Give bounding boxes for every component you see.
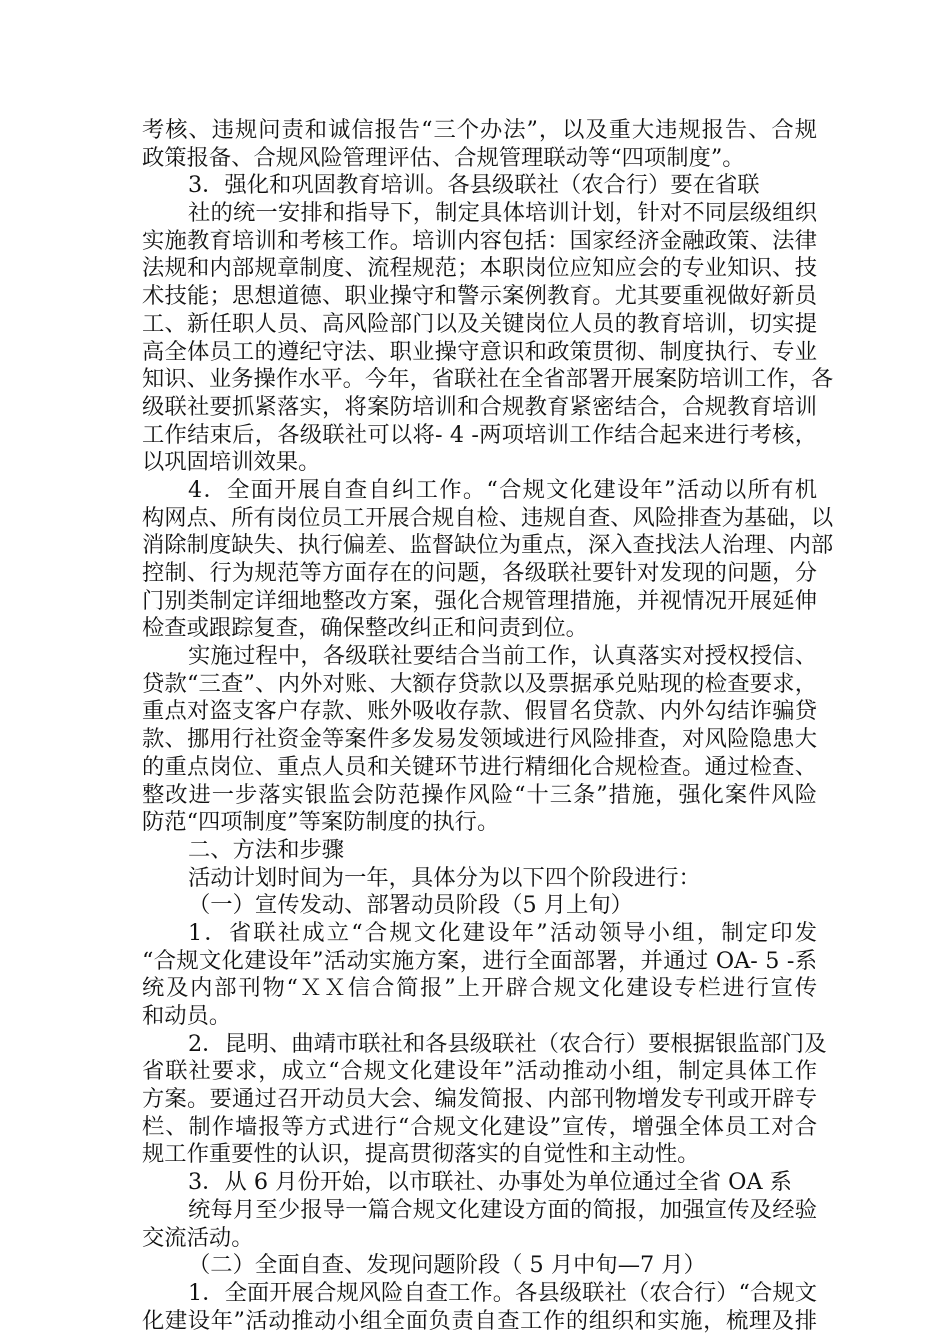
text-line: 构网点、所有岗位员工开展合规自检、违规自查、风险排查为基础，以 [142,504,834,531]
text-line: 3．从 6 月份开始，以市联社、办事处为单位通过全省 OA 系 [188,1169,792,1196]
text-line: 工作结束后，各级联社可以将- 4 -两项培训工作结合起来进行考核， [142,421,817,448]
text-line: 统及内部刊物“ＸＸ信合简报”上开辟合规文化建设专栏进行宣传 [142,975,817,1002]
text-line: “合规文化建设年”活动实施方案，进行全面部署，并通过 OA- 5 -系 [142,947,817,974]
text-line: 实施过程中，各级联社要结合当前工作，认真落实对授权授信、 [188,643,817,670]
text-line: 检查或跟踪复查，确保整改纠正和问责到位。 [142,615,588,642]
text-line: 实施教育培训和考核工作。培训内容包括：国家经济金融政策、法律 [142,227,817,254]
text-line: 交流活动。 [142,1224,254,1251]
text-line: 控制、行为规范等方面存在的问题，各级联社要针对发现的问题，分 [142,560,817,586]
text-line: 重点对盗支客户存款、账外吸收存款、假冒名贷款、内外勾结诈骗贷 [142,698,817,725]
text-line: 术技能；思想道德、职业操守和警示案例教育。尤其要重视做好新员 [142,283,817,310]
text-line: 工、新任职人员、高风险部门以及关键岗位人员的教育培训，切实提 [142,310,817,337]
text-line: 省联社要求，成立“合规文化建设年”活动推动小组，制定具体工作 [142,1058,817,1085]
text-line: 款、挪用行社资金等案件多发易发领域进行风险排查，对风险隐患大 [142,726,817,753]
text-line: 统每月至少报导一篇合规文化建设方面的简报，加强宣传及经验 [188,1196,817,1223]
text-line: 消除制度缺失、执行偏差、监督缺位为重点，深入查找法人治理、内部 [142,532,834,559]
text-line: 规工作重要性的认识，提高贯彻落实的自觉性和主动性。 [142,1141,700,1168]
section-heading: 二、方法和步骤 [188,836,345,863]
text-line: 活动计划时间为一年，具体分为以下四个阶段进行： [188,864,701,891]
text-line: 1．省联社成立“合规文化建设年”活动领导小组，制定印发 [188,919,817,946]
text-line: 和动员。 [142,1003,232,1029]
text-line: 考核、违规问责和诚信报告“三个办法”，以及重大违规报告、合规 [142,117,817,143]
text-line: 高全体员工的遵纪守法、职业操守意识和政策贯彻、制度执行、专业 [142,338,817,365]
text-line: 门别类制定详细地整改方案，强化合规管理措施，并视情况开展延伸 [142,587,817,614]
text-line: 知识、业务操作水平。今年，省联社在全省部署开展案防培训工作，各 [142,366,834,393]
text-line: 方案。要通过召开动员大会、编发简报、内部刊物增发专刊或开辟专 [142,1086,817,1113]
text-line: 以巩固培训效果。 [142,449,321,476]
document-page [142,117,834,1335]
text-line: 法规和内部规章制度、流程规范；本职岗位应知应会的专业知识、技 [142,255,817,282]
subsection-heading: （二）全面自查、发现问题阶段（ 5 月中旬—7 月） [188,1252,706,1279]
text-line: 化建设年”活动推动小组全面负责自查工作的组织和实施，梳理及排 [142,1307,817,1334]
text-line: 整改进一步落实银监会防范操作风险“十三条”措施，强化案件风险 [142,781,817,808]
text-line: 贷款“三查”、内外对账、大额存贷款以及票据承兑贴现的检查要求， [142,670,817,697]
text-line: 栏、制作墙报等方式进行“合规文化建设”宣传，增强全体员工对合 [142,1113,817,1140]
text-line: 防范“四项制度”等案防制度的执行。 [142,809,500,836]
subsection-heading: （一）宣传发动、部署动员阶段（5 月上旬） [188,892,633,919]
text-line: 1．全面开展合规风险自查工作。各县级联社（农合行）“合规文 [188,1279,817,1306]
text-line: 社的统一安排和指导下，制定具体培训计划，针对不同层级组织 [188,200,817,227]
text-line: 政策报备、合规风险管理评估、合规管理联动等“四项制度”。 [142,144,745,171]
text-line: 级联社要抓紧落实，将案防培训和合规教育紧密结合，合规教育培训 [142,393,817,420]
text-line: 的重点岗位、重点人员和关键环节进行精细化合规检查。通过检查、 [142,753,817,780]
text-line: 4．全面开展自查自纠工作。“合规文化建设年”活动以所有机 [188,476,818,503]
text-line: 3．强化和巩固教育培训。各县级联社（农合行）要在省联 [188,172,760,199]
text-line: 2．昆明、曲靖市联社和各县级联社（农合行）要根据银监部门及 [188,1030,827,1057]
